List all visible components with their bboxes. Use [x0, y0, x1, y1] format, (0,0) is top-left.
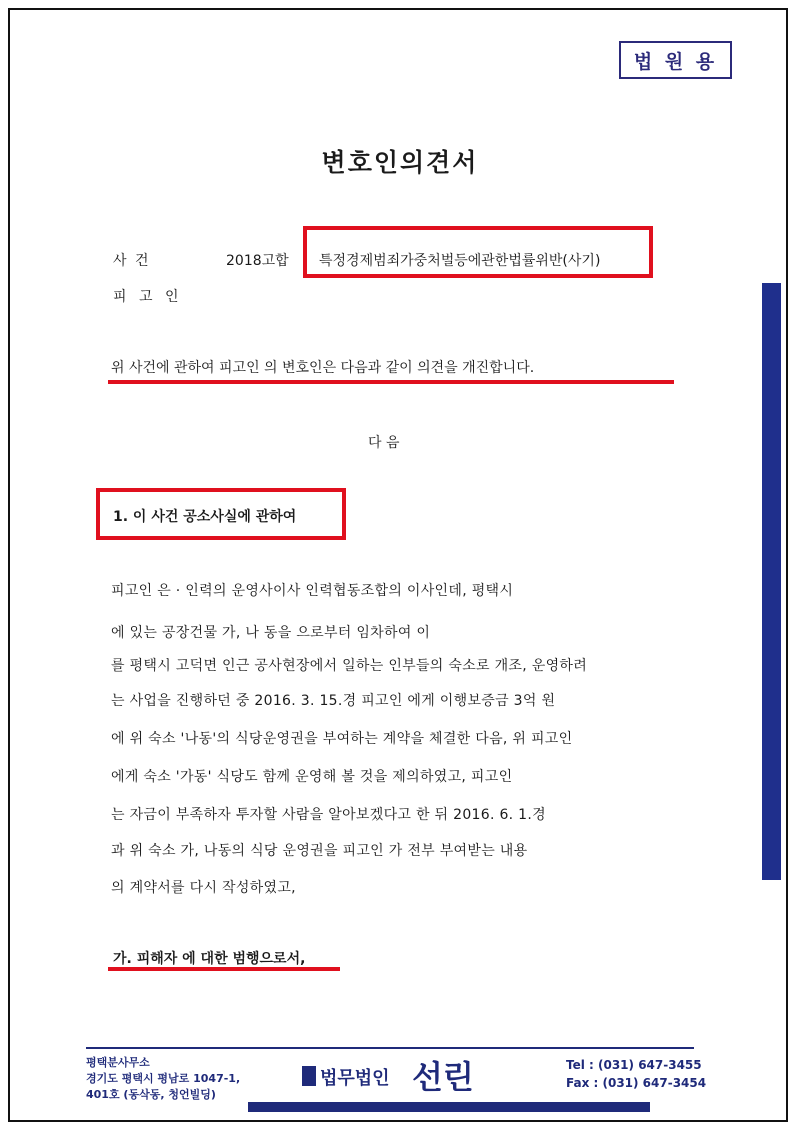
- office-name: 평택분사무소: [86, 1056, 150, 1069]
- document-title: 변호인의견서: [321, 148, 479, 177]
- firm-prefix: 법무법인: [320, 1068, 390, 1089]
- body-line-5: 에 위 숙소 '나동'의 식당운영권을 부여하는 계약을 체결한 다음, 위 피고인: [111, 731, 573, 747]
- case-name: 특정경제범죄가중처벌등에관한법률위반(사기): [319, 253, 601, 269]
- body-line-6: 에게 숙소 '가동' 식당도 함께 운영해 볼 것을 제의하였고, 피고인: [111, 769, 513, 785]
- tel-number: Tel : (031) 647-3455: [566, 1058, 702, 1072]
- body-line-1: 피고인 은 · 인력의 운영사이사 인력협동조합의 이사인데, 평택시: [111, 583, 514, 599]
- footer-bar: [248, 1102, 650, 1112]
- firm-name: 선린: [412, 1058, 474, 1096]
- body-line-9: 의 계약서를 다시 작성하였고,: [111, 880, 296, 896]
- intro-sentence: 위 사건에 관하여 피고인 의 변호인은 다음과 같이 의견을 개진합니다.: [111, 360, 535, 376]
- office-address-1: 경기도 평택시 평남로 1047-1,: [86, 1072, 241, 1085]
- defendant-label: 피 고 인: [113, 289, 183, 305]
- footer-rule: [86, 1047, 694, 1049]
- section-heading: 다 음: [368, 435, 400, 451]
- case-label: 사 건: [113, 253, 151, 269]
- intro-underline: [108, 380, 674, 384]
- sub-heading-underline: [108, 967, 340, 971]
- sub-heading: 가. 피해자 에 대한 범행으로서,: [113, 951, 306, 967]
- office-address-2: 401호 (동삭동, 청언빌딩): [86, 1088, 216, 1101]
- body-line-8: 과 위 숙소 가, 나동의 식당 운영권을 피고인 가 전부 부여받는 내용: [111, 843, 528, 859]
- firm-logo-icon: [302, 1066, 316, 1086]
- heading-1: 1. 이 사건 공소사실에 관하여: [113, 509, 297, 525]
- body-line-2: 에 있는 공장건물 가, 나 동을 으로부터 임차하여 이: [111, 625, 431, 641]
- side-binding-bar: [762, 283, 781, 880]
- body-line-4: 는 사업을 진행하던 중 2016. 3. 15.경 피고인 에게 이행보증금 3억 원: [111, 693, 556, 709]
- case-number: 2018고합: [226, 253, 289, 269]
- court-use-stamp: 법 원 용: [619, 41, 732, 79]
- body-line-3: 를 평택시 고덕면 인근 공사현장에서 일하는 인부들의 숙소로 개조, 운영하려: [111, 658, 588, 674]
- fax-number: Fax : (031) 647-3454: [566, 1076, 707, 1090]
- body-line-7: 는 자금이 부족하자 투자할 사람을 알아보겠다고 한 뒤 2016. 6. 1.경: [111, 807, 546, 823]
